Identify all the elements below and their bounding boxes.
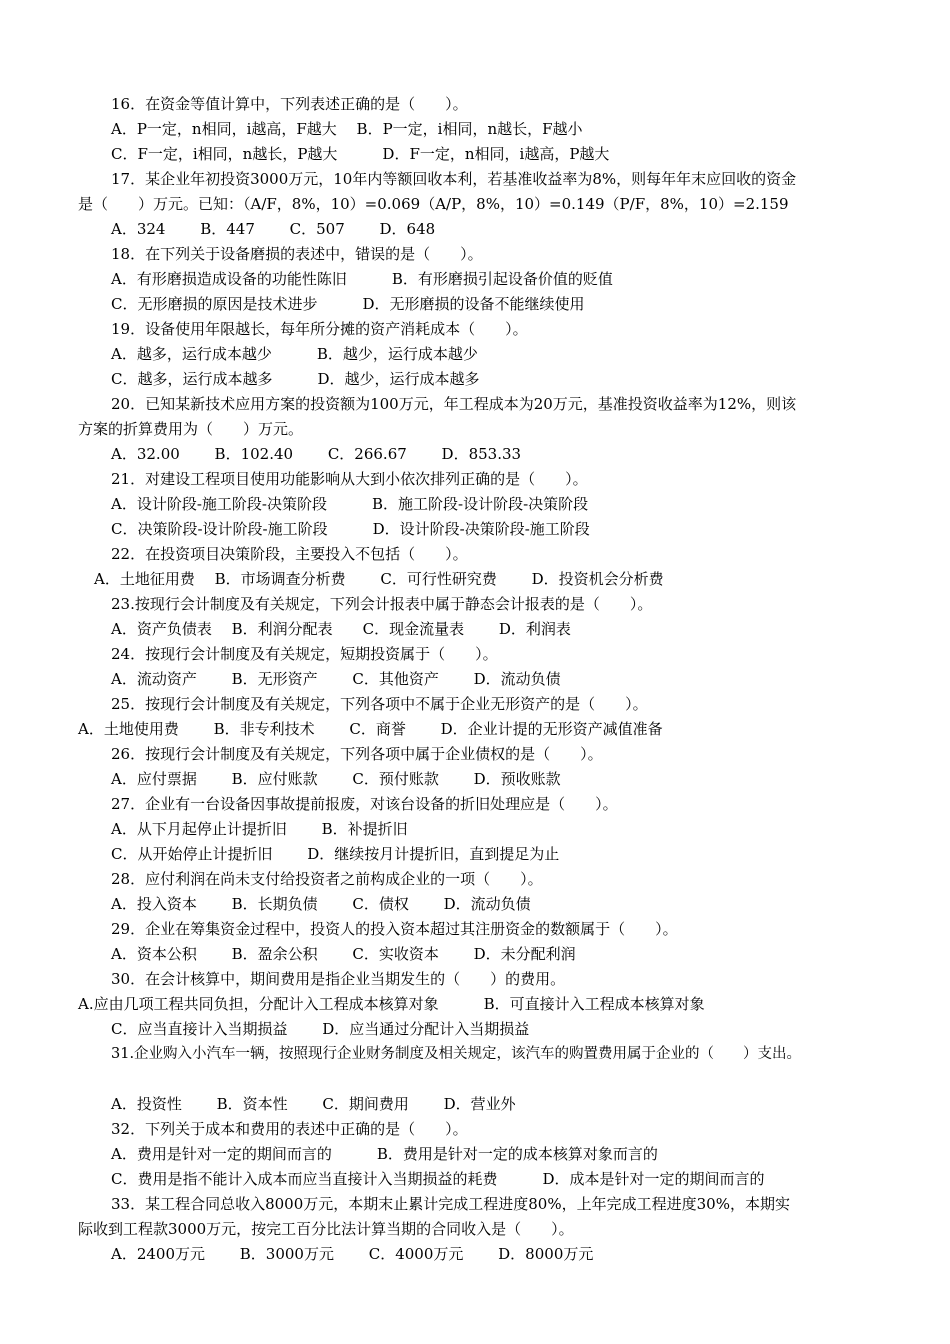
options-22: A．土地征用费 B．市场调查分析费 C．可行性研究费 D．投资机会分析费 <box>94 570 664 588</box>
options-18-ab: A．有形磨损造成设备的功能性陈旧 B．有形磨损引起设备价值的贬值 <box>111 270 613 288</box>
options-21-cd: C．决策阶段-设计阶段-施工阶段 D．设计阶段-决策阶段-施工阶段 <box>111 520 590 538</box>
question-25: 25．按现行会计制度及有关规定，下列各项中不属于企业无形资产的是（ ）。 <box>111 695 648 713</box>
question-31: 31.企业购入小汽车一辆，按照现行企业财务制度及相关规定，该汽车的购置费用属于企业的（ ）支出。 <box>111 1046 802 1062</box>
question-22: 22．在投资项目决策阶段，主要投入不包括（ ）。 <box>111 545 468 563</box>
options-16-ab: A．P一定，n相同，i越高，F越大 B．P一定，i相同，n越长，F越小 <box>111 120 583 138</box>
question-17-cont: 是（ ）万元。已知：（A/F，8%，10）=0.069（A/P，8%，10）=0.149（P/F，8%，10）=2.159 <box>78 195 789 213</box>
options-21-ab: A．设计阶段-施工阶段-决策阶段 B．施工阶段-设计阶段-决策阶段 <box>111 495 589 513</box>
options-23: A．资产负债表 B．利润分配表 C．现金流量表 D．利润表 <box>111 620 571 638</box>
options-28: A．投入资本 B．长期负债 C．债权 D．流动负债 <box>111 895 531 913</box>
options-27-cd: C．从开始停止计提折旧 D．继续按月计提折旧，直到提足为止 <box>111 845 560 863</box>
options-20: A．32.00 B．102.40 C．266.67 D．853.33 <box>111 445 522 463</box>
question-26: 26．按现行会计制度及有关规定，下列各项中属于企业债权的是（ ）。 <box>111 745 603 763</box>
options-30-cd: C．应当直接计入当期损益 D．应当通过分配计入当期损益 <box>111 1020 530 1038</box>
question-23: 23.按现行会计制度及有关规定，下列会计报表中属于静态会计报表的是（ ）。 <box>111 595 653 613</box>
options-26: A．应付票据 B．应付账款 C．预付账款 D．预收账款 <box>111 770 561 788</box>
question-20-cont: 方案的折算费用为（ ）万元。 <box>78 420 304 438</box>
options-24: A．流动资产 B．无形资产 C．其他资产 D．流动负债 <box>111 670 561 688</box>
question-17: 17．某企业年初投资3000万元，10年内等额回收本利，若基准收益率为8%，则每年年末应回收的资金 <box>111 170 797 188</box>
question-20: 20．已知某新技术应用方案的投资额为100万元，年工程成本为20万元，基准投资收益率为12%，则该 <box>111 395 797 413</box>
options-27-ab: A．从下月起停止计提折旧 B．补提折旧 <box>111 820 408 838</box>
question-16: 16．在资金等值计算中，下列表述正确的是（ ）。 <box>111 95 468 113</box>
options-29: A．资本公积 B．盈余公积 C．实收资本 D．未分配利润 <box>111 945 576 963</box>
question-18: 18．在下列关于设备磨损的表述中，错误的是（ ）。 <box>111 245 483 263</box>
question-28: 28．应付利润在尚未支付给投资者之前构成企业的一项（ ）。 <box>111 870 543 888</box>
options-32-cd: C．费用是指不能计入成本而应当直接计入当期损益的耗费 D．成本是针对一定的期间而言的 <box>111 1170 765 1188</box>
options-19-ab: A．越多，运行成本越少 B．越少，运行成本越少 <box>111 345 478 363</box>
options-31: A．投资性 B．资本性 C．期间费用 D．营业外 <box>111 1095 516 1113</box>
question-32: 32．下列关于成本和费用的表述中正确的是（ ）。 <box>111 1120 468 1138</box>
question-33-cont: 际收到工程款3000万元，按完工百分比法计算当期的合同收入是（ ）。 <box>78 1220 574 1238</box>
question-24: 24．按现行会计制度及有关规定，短期投资属于（ ）。 <box>111 645 498 663</box>
question-19: 19．设备使用年限越长，每年所分摊的资产消耗成本（ ）。 <box>111 320 528 338</box>
options-19-cd: C．越多，运行成本越多 D．越少，运行成本越多 <box>111 370 480 388</box>
options-32-ab: A．费用是针对一定的期间而言的 B．费用是针对一定的成本核算对象而言的 <box>111 1145 658 1163</box>
options-16-cd: C．F一定，i相同，n越长，P越大 D．F一定，n相同，i越高，P越大 <box>111 145 610 163</box>
options-18-cd: C．无形磨损的原因是技术进步 D．无形磨损的设备不能继续使用 <box>111 295 585 313</box>
options-30-ab: A.应由几项工程共同负担，分配计入工程成本核算对象 B．可直接计入工程成本核算对象 <box>78 995 705 1013</box>
options-17: A．324 B．447 C．507 D．648 <box>111 220 436 238</box>
question-21: 21．对建设工程项目使用功能影响从大到小依次排列正确的是（ ）。 <box>111 470 588 488</box>
question-33: 33．某工程合同总收入8000万元，本期末止累计完成工程进度80%，上年完成工程进度30%，本期实 <box>111 1195 790 1213</box>
question-30: 30．在会计核算中，期间费用是指企业当期发生的（ ）的费用。 <box>111 970 566 988</box>
options-33: A．2400万元 B．3000万元 C．4000万元 D．8000万元 <box>111 1245 594 1263</box>
options-25: A．土地使用费 B．非专利技术 C．商誉 D．企业计提的无形资产减值准备 <box>78 720 663 738</box>
question-29: 29．企业在筹集资金过程中，投资人的投入资本超过其注册资金的数额属于（ ）。 <box>111 920 678 938</box>
question-27: 27．企业有一台设备因事故提前报废，对该台设备的折旧处理应是（ ）。 <box>111 795 618 813</box>
